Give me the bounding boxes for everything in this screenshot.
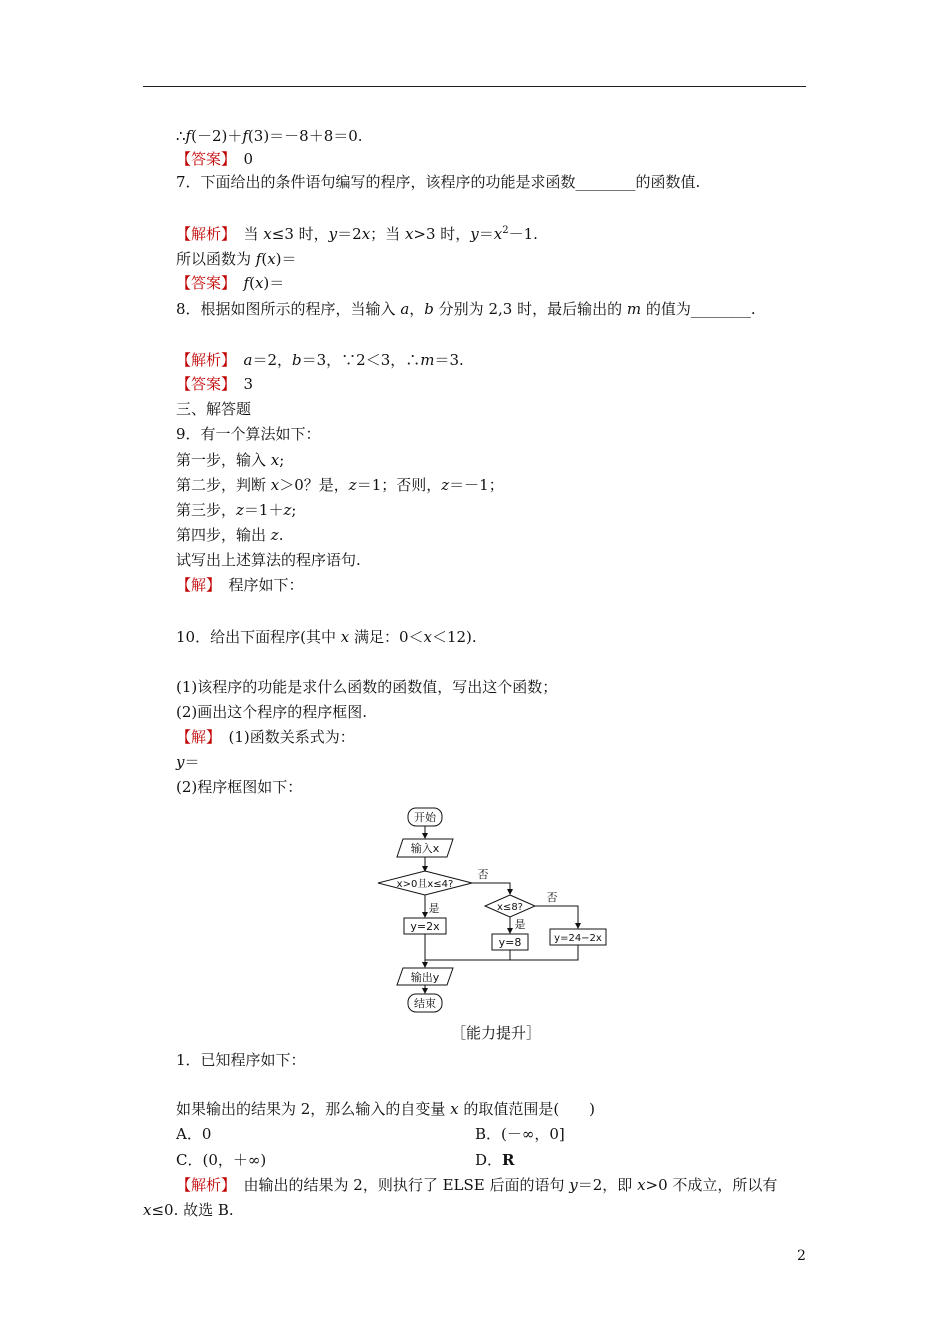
page-number: 2: [797, 1248, 806, 1264]
text-line: 【答案】 0: [176, 150, 254, 168]
fc-output-label: 输出y: [410, 971, 440, 984]
text-line: 第二步，判断 x＞0？是，z＝1；否则，z＝－1；: [176, 476, 504, 494]
text-line: ∴f(－2)＋f(3)＝－8＋8＝0.: [176, 127, 363, 145]
fc-start-label: 开始: [414, 811, 436, 824]
text-line: 【解析】 由输出的结果为 2，则执行了 ELSE 后面的语句 y＝2，即 x>0 不成立，所以有: [176, 1176, 778, 1194]
text-line: y＝: [176, 753, 200, 771]
fc-input-label: 输入x: [410, 842, 440, 855]
text-line: A．0: [176, 1125, 212, 1143]
fc-box3-label: y=24−2x: [554, 933, 602, 944]
text-line: ［能力提升］: [451, 1024, 542, 1042]
text-line: (1)该程序的功能是求什么函数的函数值，写出这个函数；: [176, 678, 558, 696]
text-line: (2)程序框图如下：: [176, 778, 303, 796]
text-line: D．R: [475, 1151, 515, 1169]
text-line: 【答案】 3: [176, 375, 254, 393]
fc-box2-label: y=8: [498, 936, 522, 949]
text-line: B．(－∞，0]: [475, 1125, 565, 1143]
text-line: 三、解答题: [176, 400, 252, 418]
text-line: 【解析】 当 x≤3 时，y＝2x；当 x>3 时，$y=x^2-1$.: [176, 225, 538, 243]
fc-no2-label: 否: [546, 891, 558, 904]
text-line: 1．已知程序如下：: [176, 1051, 306, 1069]
text-line: 【解】 (1)函数关系式为：: [176, 728, 355, 746]
fc-cond2-label: x≤8?: [497, 902, 523, 913]
text-line: 8．根据如图所示的程序，当输入 a，b 分别为 2,3 时，最后输出的 m 的值为________.: [176, 300, 756, 318]
text-line: 7．下面给出的条件语句编写的程序，该程序的功能是求函数________的函数值.: [176, 173, 701, 191]
text-line: 【解】 程序如下：: [176, 576, 304, 594]
text-line: 10．给出下面程序(其中 x 满足：0＜x＜12).: [176, 628, 477, 646]
fc-end-label: 结束: [414, 997, 436, 1010]
text-line: 所以函数为 f(x)＝: [176, 250, 297, 268]
fc-yes1-label: 是: [428, 902, 440, 915]
header-rule: [143, 86, 806, 87]
fc-no1-label: 否: [477, 868, 489, 881]
text-line: 第一步，输入 x;: [176, 451, 285, 469]
fc-cond1-label: x>0且x≤4?: [396, 879, 454, 890]
text-line: 【解析】 a＝2，b＝3，∵2＜3，∴m＝3.: [176, 351, 464, 369]
text-line: 如果输出的结果为 2，那么输入的自变量 x 的取值范围是( ): [176, 1100, 596, 1118]
text-line: 【答案】 f(x)＝: [176, 274, 285, 292]
flowchart: [370, 800, 620, 1020]
text-line: 9．有一个算法如下：: [176, 425, 321, 443]
text-line: (2)画出这个程序的程序框图.: [176, 703, 368, 721]
text-line: 第三步，z＝1＋z;: [176, 501, 297, 519]
text-line: C．(0，＋∞): [176, 1151, 267, 1169]
fc-yes2-label: 是: [514, 918, 526, 931]
fc-box1-label: y=2x: [410, 920, 440, 933]
text-line: 第四步，输出 z.: [176, 526, 284, 544]
text-line: 试写出上述算法的程序语句.: [176, 551, 361, 569]
text-line: x≤0. 故选 B.: [143, 1201, 234, 1219]
